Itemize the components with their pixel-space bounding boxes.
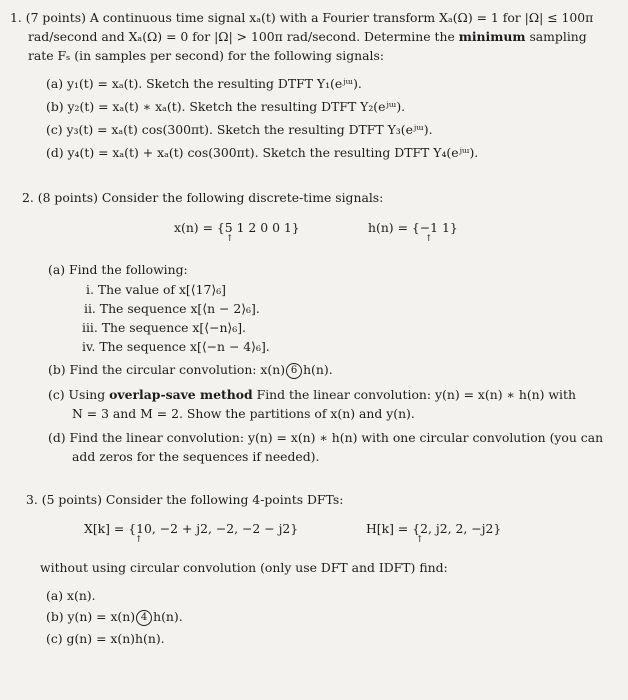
q3-H-dft: H[k] = {2, j2, 2, −j2} xyxy=(366,521,502,536)
q2-b-text: (b) Find the circular convolution: x(n) xyxy=(48,362,286,377)
q3-X-origin-arrow: ↑ xyxy=(135,535,143,545)
q1-line-1: 1. (7 points) A continuous time signal xₐ(t) with a Fourier transform Xₐ(Ω) = 1 for |Ω| ≤ 100π xyxy=(10,10,594,25)
q1-line-3: rate Fₛ (in samples per second) for the following signals: xyxy=(28,48,385,63)
q2-d-line-2: add zeros for the sequences if needed). xyxy=(72,449,320,464)
q3-b-text: (b) y(n) = x(n) xyxy=(46,609,136,624)
q1-item-c: (c) y₃(t) = xₐ(t) cos(300πt). Sketch the resulting DTFT Y₃(eʲᵚ). xyxy=(46,122,433,137)
q2-a-ii: ii. The sequence x[⟨n − 2⟩₆]. xyxy=(84,301,260,316)
q2-h-sequence: h(n) = {−1 1} xyxy=(368,220,458,235)
circular-convolution-symbol: 6 xyxy=(286,363,302,379)
q2-d-line-1: (d) Find the linear convolution: y(n) = x(n) ∗ h(n) with one circular convolution (you can xyxy=(48,430,604,445)
q3-instruction: without using circular convolution (only use DFT and IDFT) find: xyxy=(40,560,448,575)
q2-b-end: h(n). xyxy=(303,362,333,377)
q1-line-2 xyxy=(28,29,587,45)
q2-c-line-1 xyxy=(48,387,576,403)
q3-X-dft: X[k] = {10, −2 + j2, −2, −2 − j2} xyxy=(84,521,299,536)
q2-a-iv: iv. The sequence x[⟨−n − 4⟩₆]. xyxy=(82,339,270,354)
q2-c-bold: overlap-save method xyxy=(109,387,253,402)
q2-a-label: (a) Find the following: xyxy=(48,262,188,277)
q2-b xyxy=(48,362,333,379)
q2-c-end: Find the linear convolution: y(n) = x(n) ∗ h(n) with xyxy=(252,387,576,402)
q3-heading: 3. (5 points) Consider the following 4-points DFTs: xyxy=(26,492,344,507)
q1-item-d: (d) y₄(t) = xₐ(t) + xₐ(t) cos(300πt). Sketch the resulting DTFT Y₄(eʲᵚ). xyxy=(46,145,479,160)
q3-a: (a) x(n). xyxy=(46,588,96,603)
q2-heading: 2. (8 points) Consider the following discrete-time signals: xyxy=(22,190,384,205)
q3-H-origin-arrow: ↑ xyxy=(416,535,424,545)
q1-line-2-end: sampling xyxy=(525,29,587,44)
q1-item-a: (a) y₁(t) = xₐ(t). Sketch the resulting DTFT Y₁(eʲᵚ). xyxy=(46,76,362,91)
q1-item-b: (b) y₂(t) = xₐ(t) ∗ xₐ(t). Sketch the resulting DTFT Y₂(eʲᵚ). xyxy=(46,99,406,114)
q3-b xyxy=(46,609,183,626)
q2-x-sequence: x(n) = {5 1 2 0 0 1} xyxy=(174,220,300,235)
q2-a-i: i. The value of x[⟨17⟩₆] xyxy=(86,282,226,297)
q3-b-end: h(n). xyxy=(153,609,183,624)
q2-a-iii: iii. The sequence x[⟨−n⟩₆]. xyxy=(82,320,247,335)
q2-c-text: (c) Using xyxy=(48,387,110,402)
q1-line-2-text: rad/second and Xₐ(Ω) = 0 for |Ω| > 100π rad/second. Determine the xyxy=(28,29,459,44)
q1-minimum-bold: minimum xyxy=(458,29,526,44)
q3-c: (c) g(n) = x(n)h(n). xyxy=(46,631,165,646)
q2-c-line-2: N = 3 and M = 2. Show the partitions of x(n) and y(n). xyxy=(72,406,415,421)
q2-x-origin-arrow: ↑ xyxy=(226,234,234,244)
q2-h-origin-arrow: ↑ xyxy=(425,234,433,244)
circular-convolution-symbol: 4 xyxy=(136,610,152,626)
